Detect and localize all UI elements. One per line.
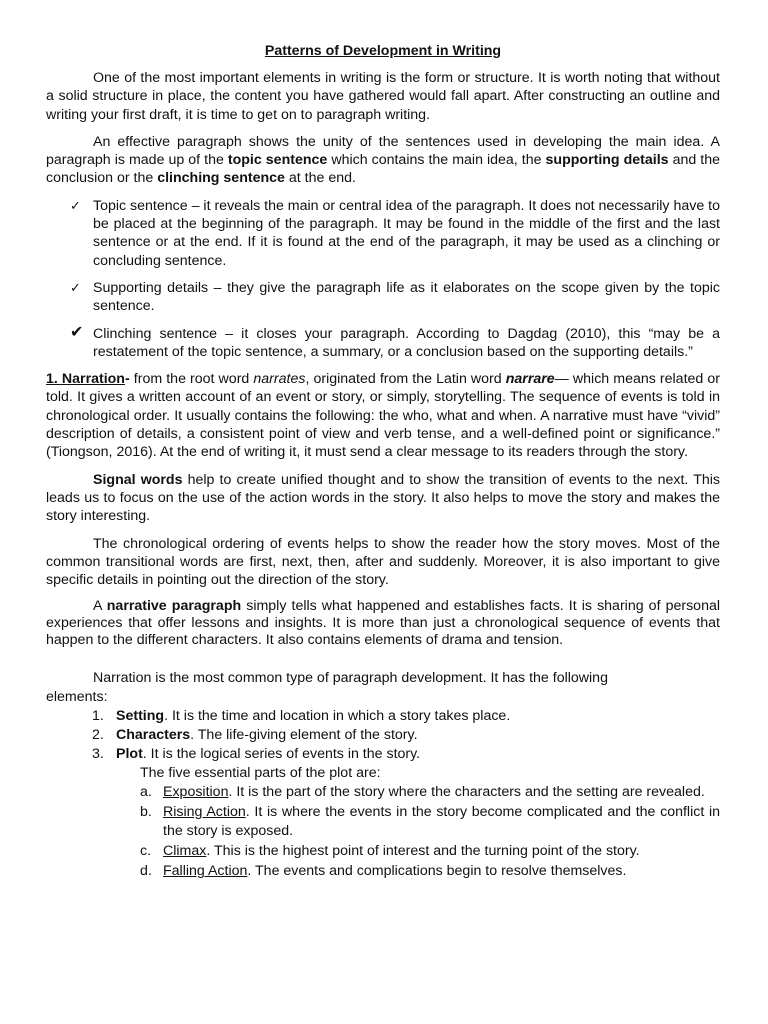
narration-paragraph [46,370,720,461]
text-span: An effective paragraph shows the unity of the sentences used in developing the main idea. A paragraph is made up of the [46,133,720,169]
term-rising-action: Rising Action [163,804,246,821]
plot-parts-list [46,783,720,881]
check-item-clinching-sentence [46,325,720,362]
term-topic-sentence: topic sentence [227,152,328,169]
narration-heading-text: 1. Narration [46,371,125,388]
term-setting: Setting [116,708,165,725]
list-item-plot [46,745,720,764]
text-span: . This is the highest point of interest and the turning point of the story. [206,843,640,860]
narration-heading [46,371,130,387]
list-item-characters [46,726,720,745]
term-narrare-text: narrare [505,371,555,388]
check-item-text: Topic sentence – it reveals the main or central idea of the paragraph. It does not necessarily have to be placed at the beginning of the paragraph. It may be found in the middle of the first and the last sentence or at the end. If it is found at the end of the paragraph, it may be used as a clinching or concluding sentence. [93,197,720,269]
narration-dash: - [124,371,130,388]
narrative-paragraph [46,598,720,649]
text-span: simply tells what happened and establishes facts. It is sharing of personal experiences that offer lessons and insights. It is more than just a chronological sequence of events that happen to the different characters. It also contains elements of drama and tension. [46,598,721,649]
list-letter: a. [140,784,152,801]
text-span: help to create unified thought and to show the transition of events to the next. This leads us to focus on the use of the action words in the story. It also helps to move the story and makes the story interesting. [46,471,720,525]
text-span: . The life-giving element of the story. [190,727,418,744]
intro-paragraph-2 [46,133,720,188]
check-item-text: Clinching sentence – it closes your paragraph. According to Dagdag (2010), this “may be a restatement of the topic sentence, a summary, or a conclusion based on the supporting details.” [93,325,720,360]
common-type-line-2: elements: [46,689,108,706]
elements-list [46,707,720,764]
term-climax: Climax [163,843,207,860]
plot-parts-intro: The five essential parts of the plot are: [140,765,381,782]
term-narrates: narrates [253,371,306,388]
term-exposition: Exposition [163,784,229,801]
text-span: at the end. [284,170,356,187]
term-plot: Plot [116,746,143,763]
list-item-falling-action [46,862,720,881]
list-number: 1. [92,708,104,725]
document-title: Patterns of Development in Writing [264,43,502,59]
text-span: which contains the main idea, the [327,152,546,169]
term-supporting-details: supporting details [545,152,669,169]
text-span: . It is the part of the story where the characters and the setting are revealed. [228,784,705,801]
term-falling-action: Falling Action [163,863,248,880]
common-type-line-1: Narration is the most common type of paragraph development. It has the following [93,670,608,687]
check-mark-icon: ✔ [70,323,84,341]
check-item-topic-sentence [46,197,720,270]
list-letter: b. [140,804,152,821]
text-span: . It is where the events in the story become complicated and the conflict in the story is exposed. [163,804,721,840]
term-signal-words: Signal words [93,471,183,488]
text-span: . It is the logical series of events in the story. [142,746,421,763]
term-clinching-sentence: clinching sentence [157,170,285,187]
list-number: 2. [92,727,104,744]
signal-words-paragraph [46,471,720,526]
text-span: . It is the time and location in which a story takes place. [164,708,511,725]
term-narrative-paragraph: narrative paragraph [106,598,242,615]
term-characters: Characters [116,727,191,744]
text-span: from the root word [129,371,254,388]
check-item-supporting-details [46,279,720,316]
list-letter: d. [140,863,152,880]
term-narrare [506,371,555,387]
check-mark-icon: ✓ [70,279,81,295]
chronological-paragraph: The chronological ordering of events helps to show the reader how the story moves. Most of the common transitional words are first, next, then, after and suddenly. Moreover, it is also important to give specific details in pointing out the direction of the story. [46,535,720,589]
intro-paragraph-1: One of the most important elements in writing is the form or structure. It is worth noting that without a solid structure in place, the content you have gathered would fall apart. After constructing an outline and writing your first draft, it is time to get on to paragraph writing. [46,70,720,123]
text-span: , originated from the Latin word [305,371,506,388]
check-item-text: Supporting details – they give the paragraph life as it elaborates on the scope given by the topic sentence. [93,279,720,315]
text-span: A [93,598,107,615]
list-item-exposition [46,783,720,802]
checklist [46,197,720,361]
list-letter: c. [140,843,152,860]
text-span: — which means related or told. It gives a written account of an event or story, or simply, storytelling. The sequence of events is told in chronological order. It usually contains the following: the who, what and when. A narrative must have “vivid” description of details, a consistent point of view and verb tense, and a well-defined point or significance.” (Tiongson, 2016). At the end of writing it, it must send a clear message to its readers through the story. [46,371,720,461]
list-item-rising-action [46,803,720,841]
text-span: . The events and complications begin to resolve themselves. [247,863,627,880]
list-number: 3. [92,746,104,763]
list-item-climax [46,842,720,861]
text-span: and the conclusion or the [46,152,720,187]
document-page [46,42,720,882]
check-mark-icon: ✓ [70,197,81,213]
list-item-setting [46,707,720,726]
